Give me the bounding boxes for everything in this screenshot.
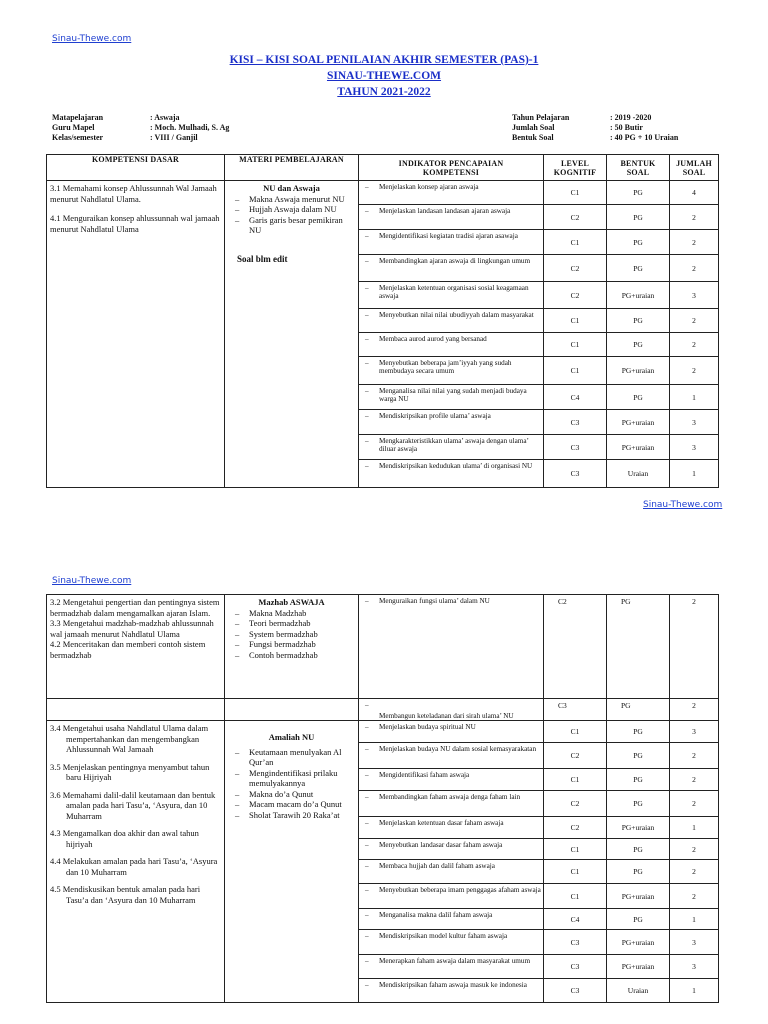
title-line-2: SINAU-THEWE.COM (326, 70, 442, 82)
jumlah-cell: 3 (670, 410, 719, 435)
jumlah-cell: 1 (670, 460, 719, 488)
level-cell: C4 (544, 909, 607, 930)
bentuk-cell: PG (607, 255, 670, 282)
jumlah-cell: 2 (670, 255, 719, 282)
meta-value: : Aswaja (150, 113, 180, 122)
level-cell: C2 (544, 255, 607, 282)
indikator-cell: – Menyebutkan beberapa imam penggagas afaham aswaja (359, 884, 544, 909)
meta-value: : Moch. Mulhadi, S. Ag (150, 123, 230, 132)
indikator-cell: – Menyebutkan beberapa jam’iyyah yang sudah membudaya secara umum (359, 357, 544, 385)
level-cell: C3 (544, 460, 607, 488)
materi-item: – System bermadzhab (235, 629, 354, 640)
meta-value: : 50 Butir (610, 123, 643, 132)
level-cell: C3 (544, 955, 607, 979)
empty-cell (47, 699, 225, 721)
jumlah-cell: 2 (670, 333, 719, 357)
kd-text: 4.2 Menceritakan dan memberi contoh sistem bermadzhab (50, 639, 206, 660)
indikator-cell: – Menyebutkan nilai nilai ubudiyyah dalam masyarakat (359, 309, 544, 333)
indikator-cell: – Membandingkan faham aswaja denga faham lain (359, 791, 544, 817)
jumlah-cell: 2 (670, 699, 719, 721)
bentuk-cell: PG+uraian (607, 955, 670, 979)
materi-item: – Mengindentifikasi prilaku memulyakannya (235, 768, 354, 789)
bentuk-cell: PG (607, 309, 670, 333)
materi-title: NU dan Aswaja (263, 183, 320, 193)
kd-text: 3.2 Mengetahui pengertian dan pentingnya sistem bermadzhab dalam mengamalkan ajaran Islam. (50, 597, 220, 618)
level-cell: C4 (544, 385, 607, 410)
kd-cell (47, 595, 225, 699)
edit-note: Soal blm edit (237, 253, 288, 264)
table-row (47, 699, 719, 721)
bentuk-cell: PG (607, 205, 670, 230)
level-cell: C1 (544, 839, 607, 860)
jumlah-cell: 1 (670, 979, 719, 1003)
bentuk-cell: PG+uraian (607, 817, 670, 839)
document-title (0, 52, 768, 100)
bentuk-cell: PG (607, 839, 670, 860)
bentuk-cell: PG (607, 595, 670, 699)
level-cell: C1 (544, 333, 607, 357)
level-cell: C1 (544, 357, 607, 385)
indikator-cell: – Mendiskripsikan profile ulama’ aswaja (359, 410, 544, 435)
indikator-cell: – Menganalisa makna dalil faham aswaja (359, 909, 544, 930)
jumlah-cell: 3 (670, 721, 719, 743)
kd-text: 3.4 Mengetahui usaha Nahdlatul Ulama dalam mempertahankan dan mengembangkan Ahlussunnah Wal Jamaah (50, 723, 209, 754)
kd-text: 3.5 Menjelaskan pentingnya menyambut tahun baru Hijriyah (50, 761, 210, 782)
level-cell: C1 (544, 884, 607, 909)
indikator-cell: – Menguraikan fungsi ulama’ dalam NU (359, 595, 544, 699)
header-indikator: INDIKATOR PENCAPAIAN KOMPETENSI (359, 155, 544, 181)
materi-title: Amaliah NU (268, 732, 315, 742)
materi-item: – Garis garis besar pemikiran NU (235, 215, 354, 236)
bentuk-cell: PG (607, 230, 670, 255)
meta-value: : 40 PG + 10 Uraian (610, 133, 679, 142)
bentuk-cell: PG (607, 791, 670, 817)
level-cell: C2 (544, 743, 607, 769)
title-line-1: KISI – KISI SOAL PENILAIAN AKHIR SEMESTER (PAS)-1 (229, 54, 539, 66)
header-jumlah: JUMLAH SOAL (670, 155, 719, 181)
bentuk-cell: PG (607, 385, 670, 410)
indikator-cell: – Mengidentifikasi kegiatan tradisi ajaran asawaja (359, 230, 544, 255)
bentuk-cell: PG (607, 909, 670, 930)
meta-label: Jumlah Soal (512, 123, 555, 132)
indikator-cell: – Mengkarakteristikkan ulama’ aswaja dengan ulama’ diluar aswaja (359, 435, 544, 460)
empty-cell (225, 699, 359, 721)
site-link-top[interactable]: Sinau-Thewe.com (52, 34, 132, 44)
jumlah-cell: 1 (670, 817, 719, 839)
jumlah-cell: 4 (670, 181, 719, 205)
jumlah-cell: 2 (670, 357, 719, 385)
kd-text: 4.1 Menguraikan konsep ahlussunnah wal jamaah menurut Nahdlatul Ulama (50, 213, 220, 234)
kd-cell (47, 721, 225, 1003)
meta-label: Kelas/semester (52, 133, 104, 142)
jumlah-cell: 2 (670, 309, 719, 333)
level-cell: C2 (544, 595, 607, 699)
bentuk-cell: PG+uraian (607, 357, 670, 385)
indikator-cell: – Membangun keteladanan dari sirah ulama’ NU (359, 699, 544, 721)
indikator-cell: – Menyebutkan landasar dasar faham aswaja (359, 839, 544, 860)
jumlah-cell: 2 (670, 230, 719, 255)
materi-item: – Macam macam do’a Qunut (235, 799, 354, 810)
level-cell: C1 (544, 769, 607, 791)
jumlah-cell: 1 (670, 385, 719, 410)
table-row (47, 181, 719, 205)
header-materi: MATERI PEMBELAJARAN (225, 155, 359, 181)
bentuk-cell: PG (607, 769, 670, 791)
materi-item: – Fungsi bermadzhab (235, 639, 354, 650)
materi-cell (225, 721, 359, 1003)
table-row (47, 721, 719, 743)
indikator-cell: – Menjelaskan ketentuan organisasi sosial keagamaan aswaja (359, 282, 544, 309)
materi-cell (225, 181, 359, 488)
meta-label: Tahun Pelajaran (512, 113, 570, 122)
title-line-3: TAHUN 2021-2022 (337, 86, 431, 98)
bentuk-cell: PG (607, 181, 670, 205)
level-cell: C3 (544, 435, 607, 460)
meta-label: Guru Mapel (52, 123, 95, 132)
bentuk-cell: PG+uraian (607, 282, 670, 309)
jumlah-cell: 3 (670, 930, 719, 955)
bentuk-cell: PG+uraian (607, 410, 670, 435)
meta-value: : 2019 -2020 (610, 113, 652, 122)
materi-item: – Hujjah Aswaja dalam NU (235, 204, 354, 215)
header-kd: KOMPETENSI DASAR (47, 155, 225, 181)
level-cell: C1 (544, 721, 607, 743)
materi-list (229, 194, 354, 236)
indikator-cell: – Menjelaskan landasan landasan ajaran aswaja (359, 205, 544, 230)
level-cell: C1 (544, 181, 607, 205)
bentuk-cell: PG (607, 860, 670, 884)
materi-list (229, 608, 354, 661)
indikator-cell: – Membaca hujjah dan dalil faham aswaja (359, 860, 544, 884)
level-cell: C2 (544, 205, 607, 230)
level-cell: C1 (544, 309, 607, 333)
kisi-table-2 (46, 594, 719, 1003)
materi-cell (225, 595, 359, 699)
jumlah-cell: 3 (670, 435, 719, 460)
level-cell: C3 (544, 699, 607, 721)
indikator-cell: – Menganalisa nilai nilai yang sudah menjadi budaya warga NU (359, 385, 544, 410)
jumlah-cell: 2 (670, 884, 719, 909)
meta-left (52, 113, 229, 143)
kd-text: 3.3 Mengetahui madzhab-madzhab ahlussunnah wal jamaah menurut Nahdlatul Ulama (50, 618, 214, 639)
indikator-cell: – Menjelaskan ketentuan dasar faham aswaja (359, 817, 544, 839)
kd-cell (47, 181, 225, 488)
bentuk-cell: PG (607, 699, 670, 721)
jumlah-cell: 3 (670, 955, 719, 979)
materi-item: – Sholat Tarawih 20 Raka’at (235, 810, 354, 821)
level-cell: C2 (544, 282, 607, 309)
materi-title: Mazhab ASWAJA (258, 597, 325, 607)
header-level: LEVEL KOGNITIF (544, 155, 607, 181)
materi-list (229, 747, 354, 821)
materi-item: – Contoh bermadzhab (235, 650, 354, 661)
meta-right (512, 113, 678, 143)
materi-item: – Makna Aswaja menurut NU (235, 194, 354, 205)
indikator-cell: – Membandingkan ajaran aswaja di lingkungan umum (359, 255, 544, 282)
jumlah-cell: 2 (670, 791, 719, 817)
kd-text: 4.5 Mendiskusikan bentuk amalan pada hari Tasu’a dan ‘Asyura dan 10 Muharram (50, 884, 201, 905)
indikator-cell: – Menjelaskan konsep ajaran aswaja (359, 181, 544, 205)
materi-item: – Makna Madzhab (235, 608, 354, 619)
jumlah-cell: 2 (670, 839, 719, 860)
indikator-cell: – Menjelaskan budaya spiritual NU (359, 721, 544, 743)
indikator-cell: – Mendiskripsikan kedudukan ulama’ di organisasi NU (359, 460, 544, 488)
indikator-cell: – Mengidentifikasi faham aswaja (359, 769, 544, 791)
level-cell: C3 (544, 930, 607, 955)
jumlah-cell: 2 (670, 769, 719, 791)
level-cell: C3 (544, 979, 607, 1003)
bentuk-cell: PG (607, 333, 670, 357)
meta-label: Bentuk Soal (512, 133, 554, 142)
bentuk-cell: PG+uraian (607, 884, 670, 909)
kd-text: 3.6 Memahami dalil-dalil keutamaan dan bentuk amalan pada hari Tasu’a, ‘Asyura, dan 10 Muharram (50, 789, 216, 821)
bentuk-cell: PG+uraian (607, 435, 670, 460)
jumlah-cell: 2 (670, 595, 719, 699)
materi-item: – Teori bermadzhab (235, 618, 354, 629)
bentuk-cell: PG+uraian (607, 930, 670, 955)
indikator-cell: – Menerapkan faham aswaja dalam masyarakat umum (359, 955, 544, 979)
materi-item: – Makna do’a Qunut (235, 789, 354, 800)
kd-text: 3.1 Memahami konsep Ahlussunnah Wal Jamaah menurut Nahdlatul Ulama. (50, 183, 217, 204)
jumlah-cell: 3 (670, 282, 719, 309)
materi-item: – Keutamaan menulyakan Al Qur’an (235, 747, 354, 768)
table-row (47, 595, 719, 699)
jumlah-cell: 2 (670, 860, 719, 884)
indikator-cell: – Membaca aurod aurod yang bersanad (359, 333, 544, 357)
level-cell: C1 (544, 860, 607, 884)
level-cell: C2 (544, 817, 607, 839)
level-cell: C1 (544, 230, 607, 255)
bentuk-cell: Uraian (607, 460, 670, 488)
indikator-cell: – Menjelaskan budaya NU dalam sosial kemasyarakatan (359, 743, 544, 769)
site-link-footer[interactable]: Sinau-Thewe.com (643, 500, 723, 510)
kd-text: 4.4 Melakukan amalan pada hari Tasu’a, ‘Asyura dan 10 Muharram (50, 856, 218, 877)
header-bentuk: BENTUK SOAL (607, 155, 670, 181)
bentuk-cell: PG (607, 743, 670, 769)
meta-value: : VIII / Ganjil (150, 133, 198, 142)
jumlah-cell: 1 (670, 909, 719, 930)
site-link-page2[interactable]: Sinau-Thewe.com (52, 576, 132, 586)
indikator-cell: – Mendiskripsikan faham aswaja masuk ke indonesia (359, 979, 544, 1003)
jumlah-cell: 2 (670, 743, 719, 769)
bentuk-cell: Uraian (607, 979, 670, 1003)
indikator-cell: – Mendiskripsikan model kultur faham aswaja (359, 930, 544, 955)
kd-text: 4.3 Mengamalkan doa akhir dan awal tahun hijriyah (50, 828, 199, 849)
level-cell: C3 (544, 410, 607, 435)
jumlah-cell: 2 (670, 205, 719, 230)
level-cell: C2 (544, 791, 607, 817)
bentuk-cell: PG (607, 721, 670, 743)
meta-label: Matapelajaran (52, 113, 104, 122)
kisi-table-1 (46, 154, 719, 488)
